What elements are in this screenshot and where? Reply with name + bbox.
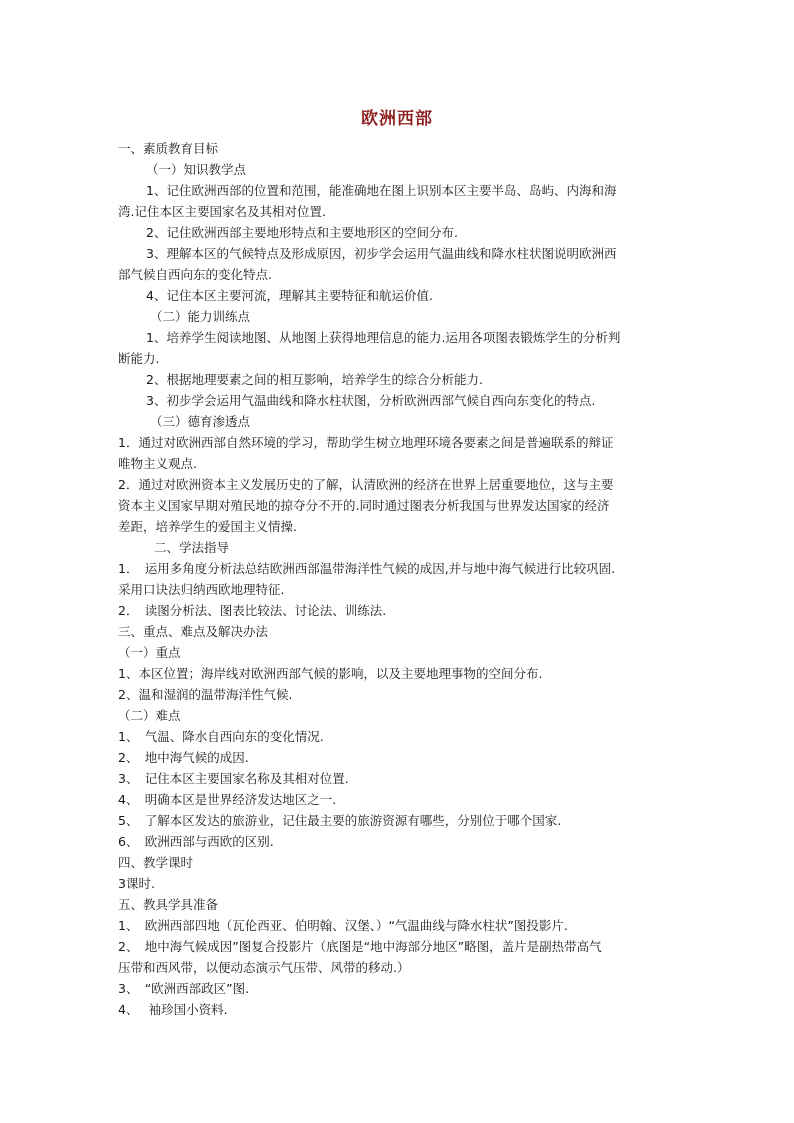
document-title: 欧洲西部	[361, 109, 433, 129]
text-line: 2、温和湿润的温带海洋性气候.	[118, 687, 293, 702]
text-line: 部气候自西向东的变化特点.	[118, 267, 272, 282]
text-line: 1、本区位置；海岸线对欧洲西部气候的影响，以及主要地理事物的空间分布.	[118, 666, 543, 681]
text-line: 唯物主义观点.	[118, 456, 197, 471]
text-line: 3、 “欧洲西部政区”图.	[118, 981, 250, 996]
text-line: 1、 气温、降水自西向东的变化情况.	[118, 729, 324, 744]
text-line: 4、 明确本区是世界经济发达地区之一.	[118, 792, 337, 807]
text-line: 湾.记住本区主要国家名及其相对位置.	[118, 204, 326, 219]
text-line: 2、记住欧洲西部主要地形特点和主要地形区的空间分布.	[146, 225, 458, 240]
text-line: 断能力.	[118, 351, 160, 366]
text-line: （一）知识教学点	[146, 162, 247, 177]
text-line: （三）德育渗透点	[150, 414, 251, 429]
text-line: （一）重点	[118, 645, 181, 660]
text-line: 5、 了解本区发达的旅游业，记住最主要的旅游资源有哪些，分别位于哪个国家.	[118, 813, 562, 828]
text-line: 1、记住欧洲西部的位置和范围，能准确地在图上识别本区主要半岛、岛屿、内海和海	[146, 183, 617, 198]
text-line: 二、学法指导	[154, 540, 230, 555]
text-line: 三、重点、难点及解决办法	[118, 624, 269, 639]
text-line: 3、理解本区的气候特点及形成原因，初步学会运用气温曲线和降水柱状图说明欧洲西	[146, 246, 617, 261]
text-line: 压带和西风带，以便动态演示气压带、风带的移动.）	[118, 960, 410, 975]
text-line: 1、 欧洲西部四地（瓦伦西亚、伯明翰、汉堡、）“气温曲线与降水柱状”图投影片.	[118, 918, 568, 933]
text-line: 2、 地中海气候成因”图复合投影片（底图是“地中海部分地区”略图，盖片是副热带高气	[118, 939, 602, 954]
text-line: 1．通过对欧洲西部自然环境的学习，帮助学生树立地理环境各要素之间是普遍联系的辩证	[118, 435, 614, 450]
text-line: 1、培养学生阅读地图、从地图上获得地理信息的能力.运用各项图表锻炼学生的分析判	[146, 330, 621, 345]
text-line: 2、根据地理要素之间的相互影响，培养学生的综合分析能力.	[146, 372, 483, 387]
text-line: 一、素质教育目标	[118, 141, 219, 156]
document-body	[118, 138, 678, 1020]
text-line: 差距，培养学生的爱国主义情操.	[118, 519, 297, 534]
text-line: 2、 地中海气候的成因.	[118, 750, 249, 765]
text-line: 1． 运用多角度分析法总结欧洲西部温带海洋性气候的成因,并与地中海气候进行比较巩固.	[118, 561, 616, 576]
text-line: 四、教学课时	[118, 855, 194, 870]
text-line: 3课时.	[118, 876, 155, 891]
text-line: 4、 袖珍国小资料.	[118, 1002, 228, 1017]
text-line: 采用口诀法归纳西欧地理特征.	[118, 582, 285, 597]
text-line: 6、 欧洲西部与西欧的区别.	[118, 834, 274, 849]
text-line: 4、记住本区主要河流，理解其主要特征和航运价值.	[146, 288, 433, 303]
text-line: 3、 记住本区主要国家名称及其相对位置.	[118, 771, 349, 786]
text-line: （二）能力训练点	[150, 309, 251, 324]
text-line: 五、教具学具准备	[118, 897, 219, 912]
text-line: 3、初步学会运用气温曲线和降水柱状图，分析欧洲西部气候自西向东变化的特点.	[146, 393, 596, 408]
text-line: 资本主义国家早期对殖民地的掠夺分不开的.同时通过图表分析我国与世界发达国家的经济	[118, 498, 610, 513]
text-line: （二）难点	[118, 708, 181, 723]
text-line: 2．通过对欧洲资本主义发展历史的了解，认清欧洲的经济在世界上居重要地位，这与主要	[118, 477, 614, 492]
text-line: 2． 读图分析法、图表比较法、讨论法、训练法.	[118, 603, 387, 618]
